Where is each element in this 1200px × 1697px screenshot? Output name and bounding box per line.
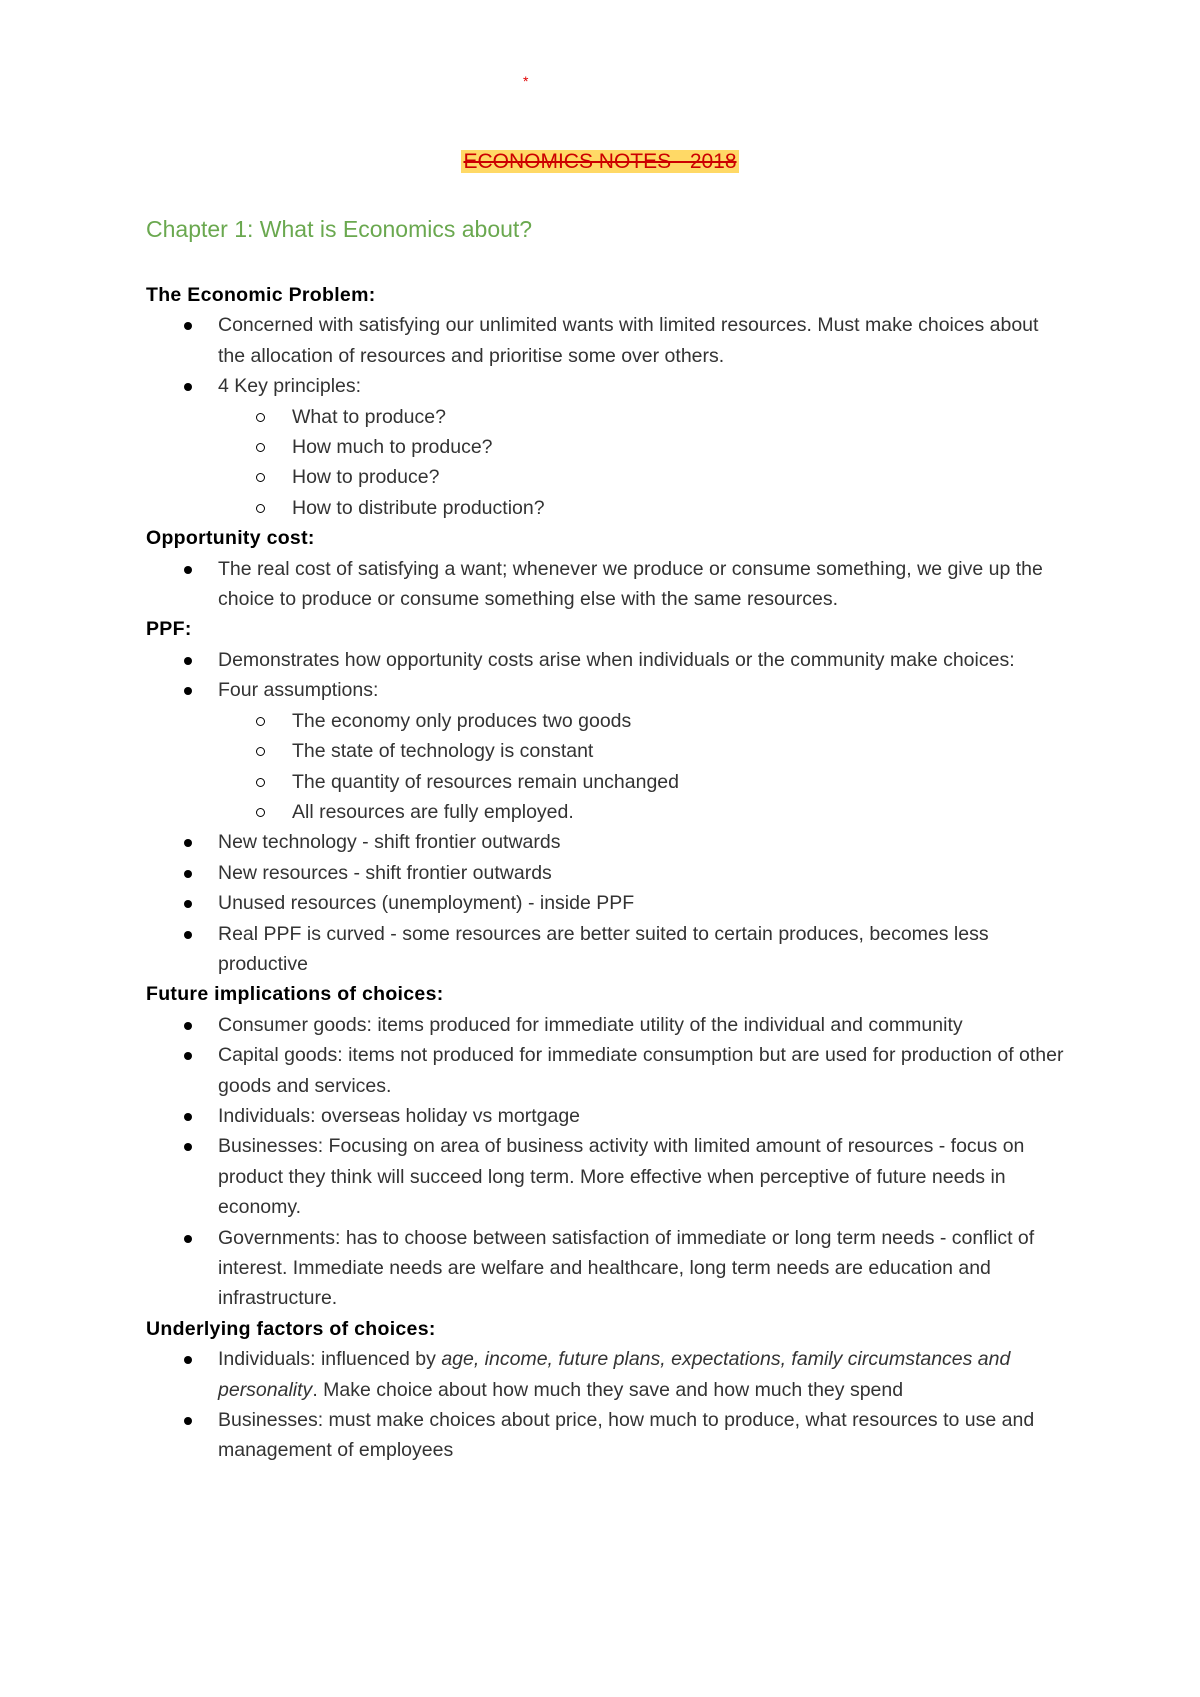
sub-list-item — [218, 767, 1066, 797]
bullet-icon — [184, 870, 192, 878]
list-item-text: Demonstrates how opportunity costs arise when individuals or the community make choices: — [218, 648, 1015, 671]
bullet-icon — [184, 1113, 192, 1121]
list-item-text: Capital goods: items not produced for immediate consumption but are used for production of other goods and services. — [218, 1044, 1064, 1097]
sub-list-item-text: The economy only produces two goods — [292, 709, 632, 732]
assumptions-list — [218, 706, 1066, 828]
bullet-icon — [184, 322, 192, 330]
bullet-icon — [184, 1022, 192, 1030]
sub-list-item — [218, 432, 1066, 462]
bullet-icon — [184, 1417, 192, 1425]
bullet-icon — [184, 839, 192, 847]
list-item — [146, 1405, 1066, 1466]
list-item-text: Governments: has to choose between satisfaction of immediate or long term needs - conflict of interest. Immediate needs are welfare and healthcare, long term needs are education and infrastructure. — [218, 1226, 1035, 1310]
list-item-text — [218, 1348, 1010, 1400]
document-title — [0, 148, 1200, 176]
list-item-text: Businesses: must make choices about price, how much to produce, what resources to use and management of employees — [218, 1409, 1035, 1462]
underlying-factors-list — [146, 1344, 1066, 1466]
sub-list-item-text: How much to produce? — [292, 436, 493, 459]
bullet-icon — [184, 566, 192, 574]
list-item — [146, 371, 1066, 523]
section-heading-ppf: PPF: — [146, 618, 192, 641]
sub-list-item — [218, 797, 1066, 827]
sub-list-item — [218, 462, 1066, 492]
bullet-icon — [184, 931, 192, 939]
list-item-text: 4 Key principles: — [218, 375, 362, 398]
list-item-text: Individuals: overseas holiday vs mortgage — [218, 1104, 581, 1127]
sub-list-item-text: How to produce? — [292, 466, 440, 489]
list-item-text: Consumer goods: items produced for immediate utility of the individual and community — [218, 1013, 963, 1036]
sub-list-item — [218, 736, 1066, 766]
list-item — [146, 827, 1066, 857]
red-asterisk-mark: * — [523, 73, 529, 89]
chapter-heading: Chapter 1: What is Economics about? — [146, 216, 533, 242]
list-item — [146, 1131, 1066, 1222]
list-item — [146, 888, 1066, 918]
list-item-text-part: Individuals: influenced by — [218, 1348, 442, 1371]
list-item-text: Businesses: Focusing on area of business activity with limited amount of resources - focus on product they think will succeed long term. More effective when perceptive of future needs in economy. — [218, 1135, 1025, 1219]
sub-list-item-text: How to distribute production? — [292, 496, 545, 519]
bullet-icon — [184, 1143, 192, 1151]
section-heading-economic-problem: The Economic Problem: — [146, 284, 376, 306]
list-item-text: Concerned with satisfying our unlimited wants with limited resources. Must make choices about the allocation of resources and prioritise some over others. — [218, 314, 1039, 367]
circle-bullet-icon — [256, 717, 265, 726]
list-item — [146, 919, 1066, 980]
key-principles-list — [218, 402, 1066, 524]
sub-list-item-text: The quantity of resources remain unchanged — [292, 770, 679, 793]
list-item — [146, 1344, 1066, 1405]
list-item-emphasis: age, income, future plans, expectations, family circumstances and personality — [218, 1348, 1011, 1401]
list-item — [146, 1010, 1066, 1040]
list-item — [146, 1101, 1066, 1131]
notes-body — [146, 280, 1066, 1466]
bullet-icon — [184, 1235, 192, 1243]
list-item-text: The real cost of satisfying a want; whenever we produce or consume something, we give up the choice to produce or consume something else with the same resources. — [218, 557, 1043, 611]
list-item-text-part: . Make choice about how much they save and how much they spend — [312, 1378, 904, 1401]
bullet-icon — [184, 1356, 192, 1364]
list-item — [146, 1040, 1066, 1101]
section-heading-opportunity-cost: Opportunity cost: — [146, 527, 315, 550]
ppf-list — [146, 645, 1066, 979]
sub-list-item — [218, 706, 1066, 736]
list-item-text: Unused resources (unemployment) - inside PPF — [218, 892, 635, 915]
sub-list-item-text: The state of technology is constant — [292, 740, 594, 763]
circle-bullet-icon — [256, 504, 265, 513]
list-item — [146, 645, 1066, 675]
circle-bullet-icon — [256, 747, 265, 756]
future-implications-list — [146, 1010, 1066, 1314]
circle-bullet-icon — [256, 808, 265, 817]
section-heading-underlying-factors: Underlying factors of choices: — [146, 1317, 436, 1340]
sub-list-item-text: All resources are fully employed. — [292, 800, 574, 823]
sub-list-item — [218, 493, 1066, 523]
list-item — [146, 310, 1066, 371]
list-item — [146, 1223, 1066, 1314]
list-item — [146, 858, 1066, 888]
list-item-text: Real PPF is curved - some resources are better suited to certain produces, becomes less productive — [218, 922, 989, 975]
sub-list-item-text: What to produce? — [292, 405, 446, 428]
list-item — [146, 675, 1066, 827]
circle-bullet-icon — [256, 443, 265, 452]
bullet-icon — [184, 687, 192, 695]
bullet-icon — [184, 900, 192, 908]
economic-problem-list — [146, 310, 1066, 523]
circle-bullet-icon — [256, 473, 265, 482]
list-item-text: New technology - shift frontier outwards — [218, 831, 561, 854]
opportunity-cost-list — [146, 554, 1066, 615]
list-item — [146, 554, 1066, 615]
circle-bullet-icon — [256, 413, 265, 422]
document-title-text: ECONOMICS NOTES - 2018 — [463, 150, 737, 173]
bullet-icon — [184, 657, 192, 665]
section-heading-future-implications: Future implications of choices: — [146, 983, 444, 1006]
list-item-text: Four assumptions: — [218, 679, 379, 702]
circle-bullet-icon — [256, 778, 265, 787]
sub-list-item — [218, 402, 1066, 432]
bullet-icon — [184, 1052, 192, 1060]
bullet-icon — [184, 383, 192, 391]
list-item-text: New resources - shift frontier outwards — [218, 861, 552, 884]
